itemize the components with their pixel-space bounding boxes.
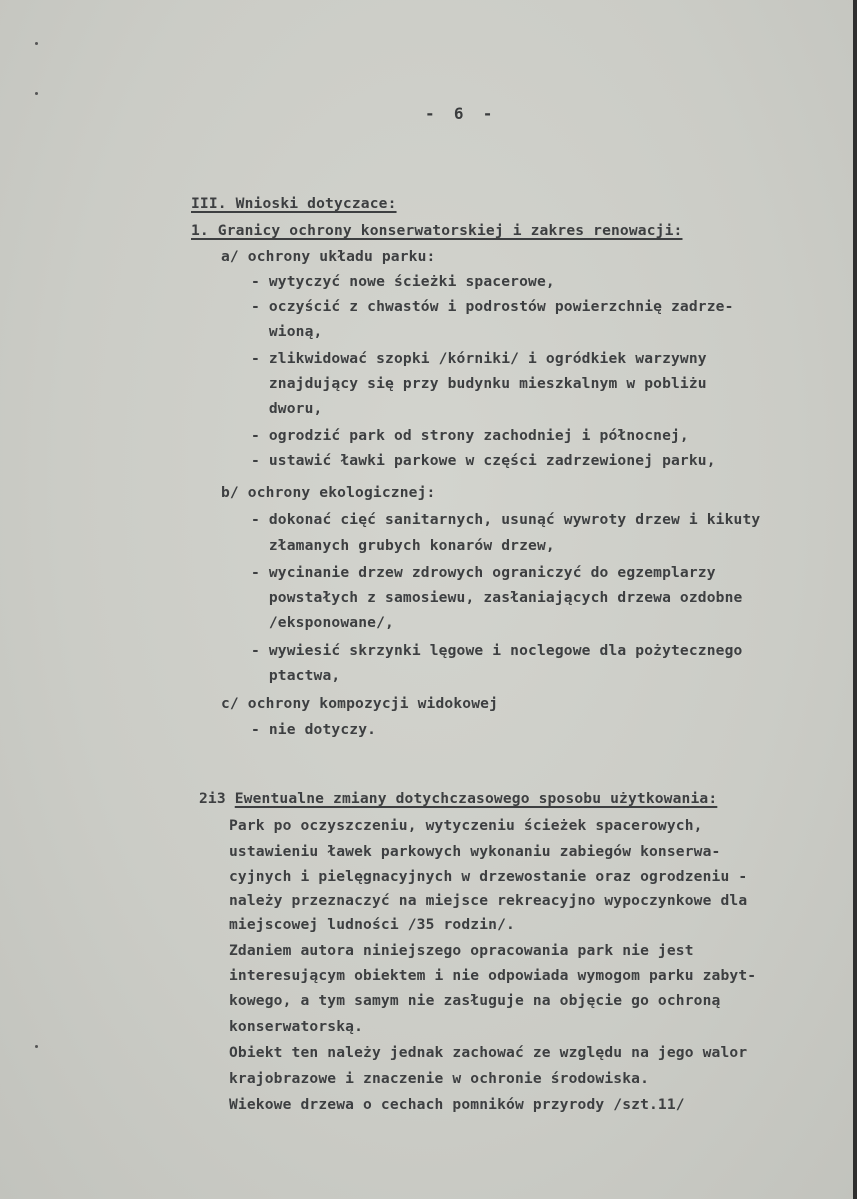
item1-a-line: dworu,	[251, 400, 323, 417]
item1-b-label: b/ ochrony ekologicznej:	[221, 484, 436, 501]
item2-line: Obiekt ten należy jednak zachować ze względu na jego walor	[229, 1044, 748, 1061]
item2-line: Park po oczyszczeniu, wytyczeniu ścieżek spacerowych,	[229, 817, 703, 834]
item2-title: Ewentualne zmiany dotychczasowego sposobu użytkowania:	[234, 790, 718, 807]
item2-header	[199, 791, 717, 807]
item1-a-line: - oczyścić z chwastów i podrostów powierzchnię zadrze-	[251, 298, 734, 315]
item1-a-line: - zlikwidować szopki /kórniki/ i ogródkiek warzywny	[251, 350, 707, 367]
margin-dot	[35, 1045, 38, 1048]
page-edge-shadow	[853, 0, 857, 1199]
item2-line: miejscowej ludności /35 rodzin/.	[229, 916, 515, 933]
margin-dot	[35, 42, 38, 45]
item2-line: kowego, a tym samym nie zasługuje na objęcie go ochroną	[229, 992, 721, 1009]
item1-b-line: powstałych z samosiewu, zasłaniających drzewa ozdobne	[251, 589, 743, 606]
item1-title-text: 1. Granicy ochrony konserwatorskiej i zakres renowacji:	[191, 222, 683, 239]
item1-b-line: ptactwa,	[251, 667, 341, 684]
item2-number: 2i3	[199, 790, 226, 807]
item2-line: Zdaniem autora niniejszego opracowania park nie jest	[229, 942, 694, 959]
page-number: - 6 -	[425, 104, 493, 123]
item1-a-line: znajdujący się przy budynku mieszkalnym w pobliżu	[251, 375, 707, 392]
item1-a-line: - ogrodzić park od strony zachodniej i północnej,	[251, 427, 689, 444]
section-heading: III. Wnioski dotyczace:	[191, 195, 397, 212]
item1-a-line: wioną,	[251, 323, 323, 340]
item1-a-line: - wytyczyć nowe ścieżki spacerowe,	[251, 273, 555, 290]
item2-line: konserwatorską.	[229, 1018, 364, 1035]
item1-a-label: a/ ochrony układu parku:	[221, 248, 436, 265]
item2-line: cyjnych i pielęgnacyjnych w drzewostanie oraz ogrodzeniu -	[229, 868, 748, 885]
item2-line: ustawieniu ławek parkowych wykonaniu zabiegów konserwa-	[229, 843, 721, 860]
item1-c-line: - nie dotyczy.	[251, 721, 377, 738]
item1-b-line: /eksponowane/,	[251, 614, 394, 631]
item1-b-line: - wywiesić skrzynki lęgowe i noclegowe dla pożytecznego	[251, 642, 743, 659]
item1-c-label: c/ ochrony kompozycji widokowej	[221, 695, 499, 712]
item1-b-line: złamanych grubych konarów drzew,	[251, 537, 555, 554]
item2-line: należy przeznaczyć na miejsce rekreacyjno wypoczynkowe dla	[229, 892, 748, 909]
item1-a-line: - ustawić ławki parkowe w części zadrzewionej parku,	[251, 452, 716, 469]
item1-b-line: - wycinanie drzew zdrowych ograniczyć do egzemplarzy	[251, 564, 716, 581]
margin-dot	[35, 92, 38, 95]
item2-line: krajobrazowe i znaczenie w ochronie środowiska.	[229, 1070, 650, 1087]
item1-b-line: - dokonać cięć sanitarnych, usunąć wywroty drzew i kikuty	[251, 511, 761, 528]
item2-line: interesującym obiektem i nie odpowiada wymogom parku zabyt-	[229, 967, 757, 984]
item2-line: Wiekowe drzewa o cechach pomników przyrody /szt.11/	[229, 1096, 685, 1113]
item1-title	[191, 223, 683, 239]
